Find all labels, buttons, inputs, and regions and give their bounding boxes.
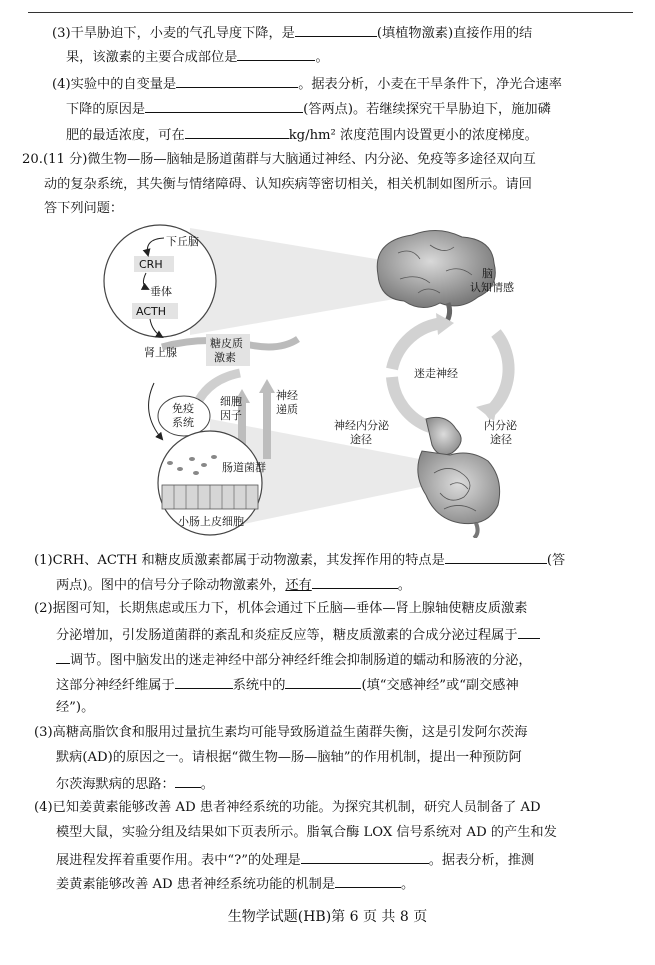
microbiota-gut-brain-axis-diagram <box>100 223 555 538</box>
cycle-arrow-bottom <box>392 377 430 427</box>
answer-blank[interactable] <box>175 674 233 689</box>
neurotransmitter-arrow-shaft <box>263 391 271 459</box>
text: 肥的最适浓度，可在 <box>66 128 185 143</box>
label-cognition-emotion: 认知情感 <box>470 281 514 294</box>
label-neuroendocrine-2: 途径 <box>350 433 372 446</box>
zoom-cone-brain <box>190 228 400 335</box>
label-neurotransmitter-2: 递质 <box>276 403 298 416</box>
hpa-axis-circle <box>104 225 216 337</box>
text: 两点)。图中的信号分子除动物激素外， <box>56 578 286 593</box>
answer-blank[interactable] <box>295 22 377 37</box>
q20-intro-line1: 20.(11 分)微生物—肠—脑轴是肠道菌群与大脑通过神经、内分泌、免疫等多途径双向互 <box>22 152 536 167</box>
text: 展进程发挥着重要作用。表中“?”的处理是 <box>56 853 301 868</box>
q20-part2-line4 <box>56 674 519 695</box>
label-neuroendocrine-1: 神经内分泌 <box>334 419 389 432</box>
label-neurotransmitter-1: 神经 <box>276 389 298 402</box>
q20-part2-line1: (2)据图可知，长期焦虑或压力下，机体会通过下丘脑—垂体—肾上腺轴使糖皮质激素 <box>34 601 528 616</box>
label-glucocorticoid-2: 激素 <box>214 351 236 364</box>
answer-blank[interactable] <box>175 773 201 788</box>
answer-blank[interactable] <box>237 46 315 61</box>
answer-blank[interactable] <box>335 873 401 888</box>
label-endocrine-1: 内分泌 <box>484 419 517 432</box>
text: (填“交感神经”或“副交感神 <box>361 678 519 693</box>
epithelium-cells <box>162 485 258 509</box>
text: 调节。图中脑发出的迷走神经中部分神经纤维会抑制肠道的蠕动和肠液的分泌， <box>70 653 532 668</box>
text: 姜黄素能够改善 AD 患者神经系统功能的机制是 <box>56 877 336 892</box>
q20-intro-line2: 动的复杂系统，其失衡与情绪障碍、认知疾病等密切相关，相关机制如图所示。请回 <box>44 177 532 192</box>
text: (填植物激素)直接作用的结 <box>376 26 533 41</box>
text: 分泌增加，引发肠道菌群的紊乱和炎症反应等，糖皮质激素的合成分泌过程属于 <box>56 628 518 643</box>
text: (答 <box>546 553 566 568</box>
text: 果，该激素的主要合成部位是 <box>66 50 238 65</box>
label-immune-1: 免疫 <box>172 402 194 415</box>
intestine-illustration <box>418 417 500 538</box>
label-hypothalamus: 下丘脑 <box>166 235 199 248</box>
q19-part3-line2 <box>66 46 329 67</box>
text: kg/hm² 浓度范围内设置更小的浓度梯度。 <box>288 128 538 143</box>
answer-blank[interactable] <box>301 849 429 864</box>
underlined-text: 还有 <box>285 578 312 593</box>
label-immune-2: 系统 <box>172 416 194 429</box>
text: (4)实验中的自变量是 <box>52 77 177 92</box>
text: 。据表分析，小麦在干旱条件下，净光合速率 <box>298 77 562 92</box>
q20-part2-line3 <box>56 649 532 670</box>
cycle-arrowhead-right <box>476 401 498 421</box>
label-endocrine-2: 途径 <box>490 433 512 446</box>
q19-part3-line1 <box>52 22 532 43</box>
q20-part2-line5: 经”)。 <box>56 700 95 715</box>
text: 。 <box>401 877 415 892</box>
text: 这部分神经纤维属于 <box>56 678 175 693</box>
text: 。 <box>315 50 329 65</box>
cycle-arrow-left <box>392 323 444 369</box>
label-epithelium: 小肠上皮细胞 <box>178 515 244 528</box>
brain-illustration <box>377 230 495 323</box>
q20-part4-line1: (4)已知姜黄素能够改善 AD 患者神经系统的功能。为探究其机制，研究人员制备了 AD <box>34 800 541 815</box>
label-adrenal: 肾上腺 <box>144 346 177 359</box>
q19-part4-line2 <box>66 98 551 119</box>
label-cytokine-2: 因子 <box>220 409 242 422</box>
top-rule <box>28 12 633 13</box>
q20-part2-line2 <box>56 624 540 645</box>
label-pituitary: 垂体 <box>150 285 172 298</box>
q19-part4-line3 <box>66 124 538 145</box>
text: 。 <box>397 578 411 593</box>
q20-part4-line2: 模型大鼠，实验分组及结果如下页表所示。脂氧合酶 LOX 信号系统对 AD 的产生和发 <box>56 825 557 840</box>
label-cytokine-1: 细胞 <box>220 395 242 408</box>
label-glucocorticoid-1: 糖皮质 <box>210 337 243 350</box>
answer-blank[interactable] <box>145 98 303 113</box>
answer-blank[interactable] <box>518 624 540 639</box>
answer-blank[interactable] <box>56 649 70 664</box>
q20-intro-line3: 答下列问题： <box>44 201 124 216</box>
text: (1)CRH、ACTH 和糖皮质激素都属于动物激素，其发挥作用的特点是 <box>34 553 445 568</box>
text: 尔茨海默病的思路： <box>56 777 175 792</box>
text: (答两点)。若继续探究干旱胁迫下，施加磷 <box>303 102 551 117</box>
q20-part4-line3 <box>56 849 534 870</box>
label-crh: CRH <box>139 258 163 271</box>
answer-blank[interactable] <box>445 549 547 564</box>
text: 。据表分析，推测 <box>428 853 535 868</box>
answer-blank[interactable] <box>285 674 361 689</box>
q20-part4-line4 <box>56 873 414 894</box>
page-footer: 生物学试题(HB)第 6 页 共 8 页 <box>227 909 428 925</box>
q20-part3-line1: (3)高糖高脂饮食和服用过量抗生素均可能导致肠道益生菌群失衡，这是引发阿尔茨海 <box>34 725 528 740</box>
q20-part3-line3 <box>56 773 214 794</box>
text: 下降的原因是 <box>66 102 146 117</box>
text: 。 <box>200 777 214 792</box>
label-acth: ACTH <box>136 305 167 318</box>
q20-part1-line1 <box>34 549 565 570</box>
answer-blank[interactable] <box>176 73 298 88</box>
label-brain: 脑 <box>482 267 493 280</box>
q19-part4-line1 <box>52 73 562 94</box>
q20-part3-line2: 默病(AD)的原因之一。请根据“微生物—肠—脑轴”的作用机制，提出一种预防阿 <box>56 750 522 765</box>
q20-part1-line2 <box>56 574 411 595</box>
text: (3)干旱胁迫下，小麦的气孔导度下降，是 <box>52 26 295 41</box>
answer-blank[interactable] <box>185 124 289 139</box>
neurotransmitter-arrow-head <box>259 379 275 393</box>
text: 系统中的 <box>232 678 286 693</box>
label-vagus-nerve: 迷走神经 <box>414 367 458 380</box>
answer-blank[interactable] <box>312 574 398 589</box>
label-gut-flora: 肠道菌群 <box>222 461 266 474</box>
